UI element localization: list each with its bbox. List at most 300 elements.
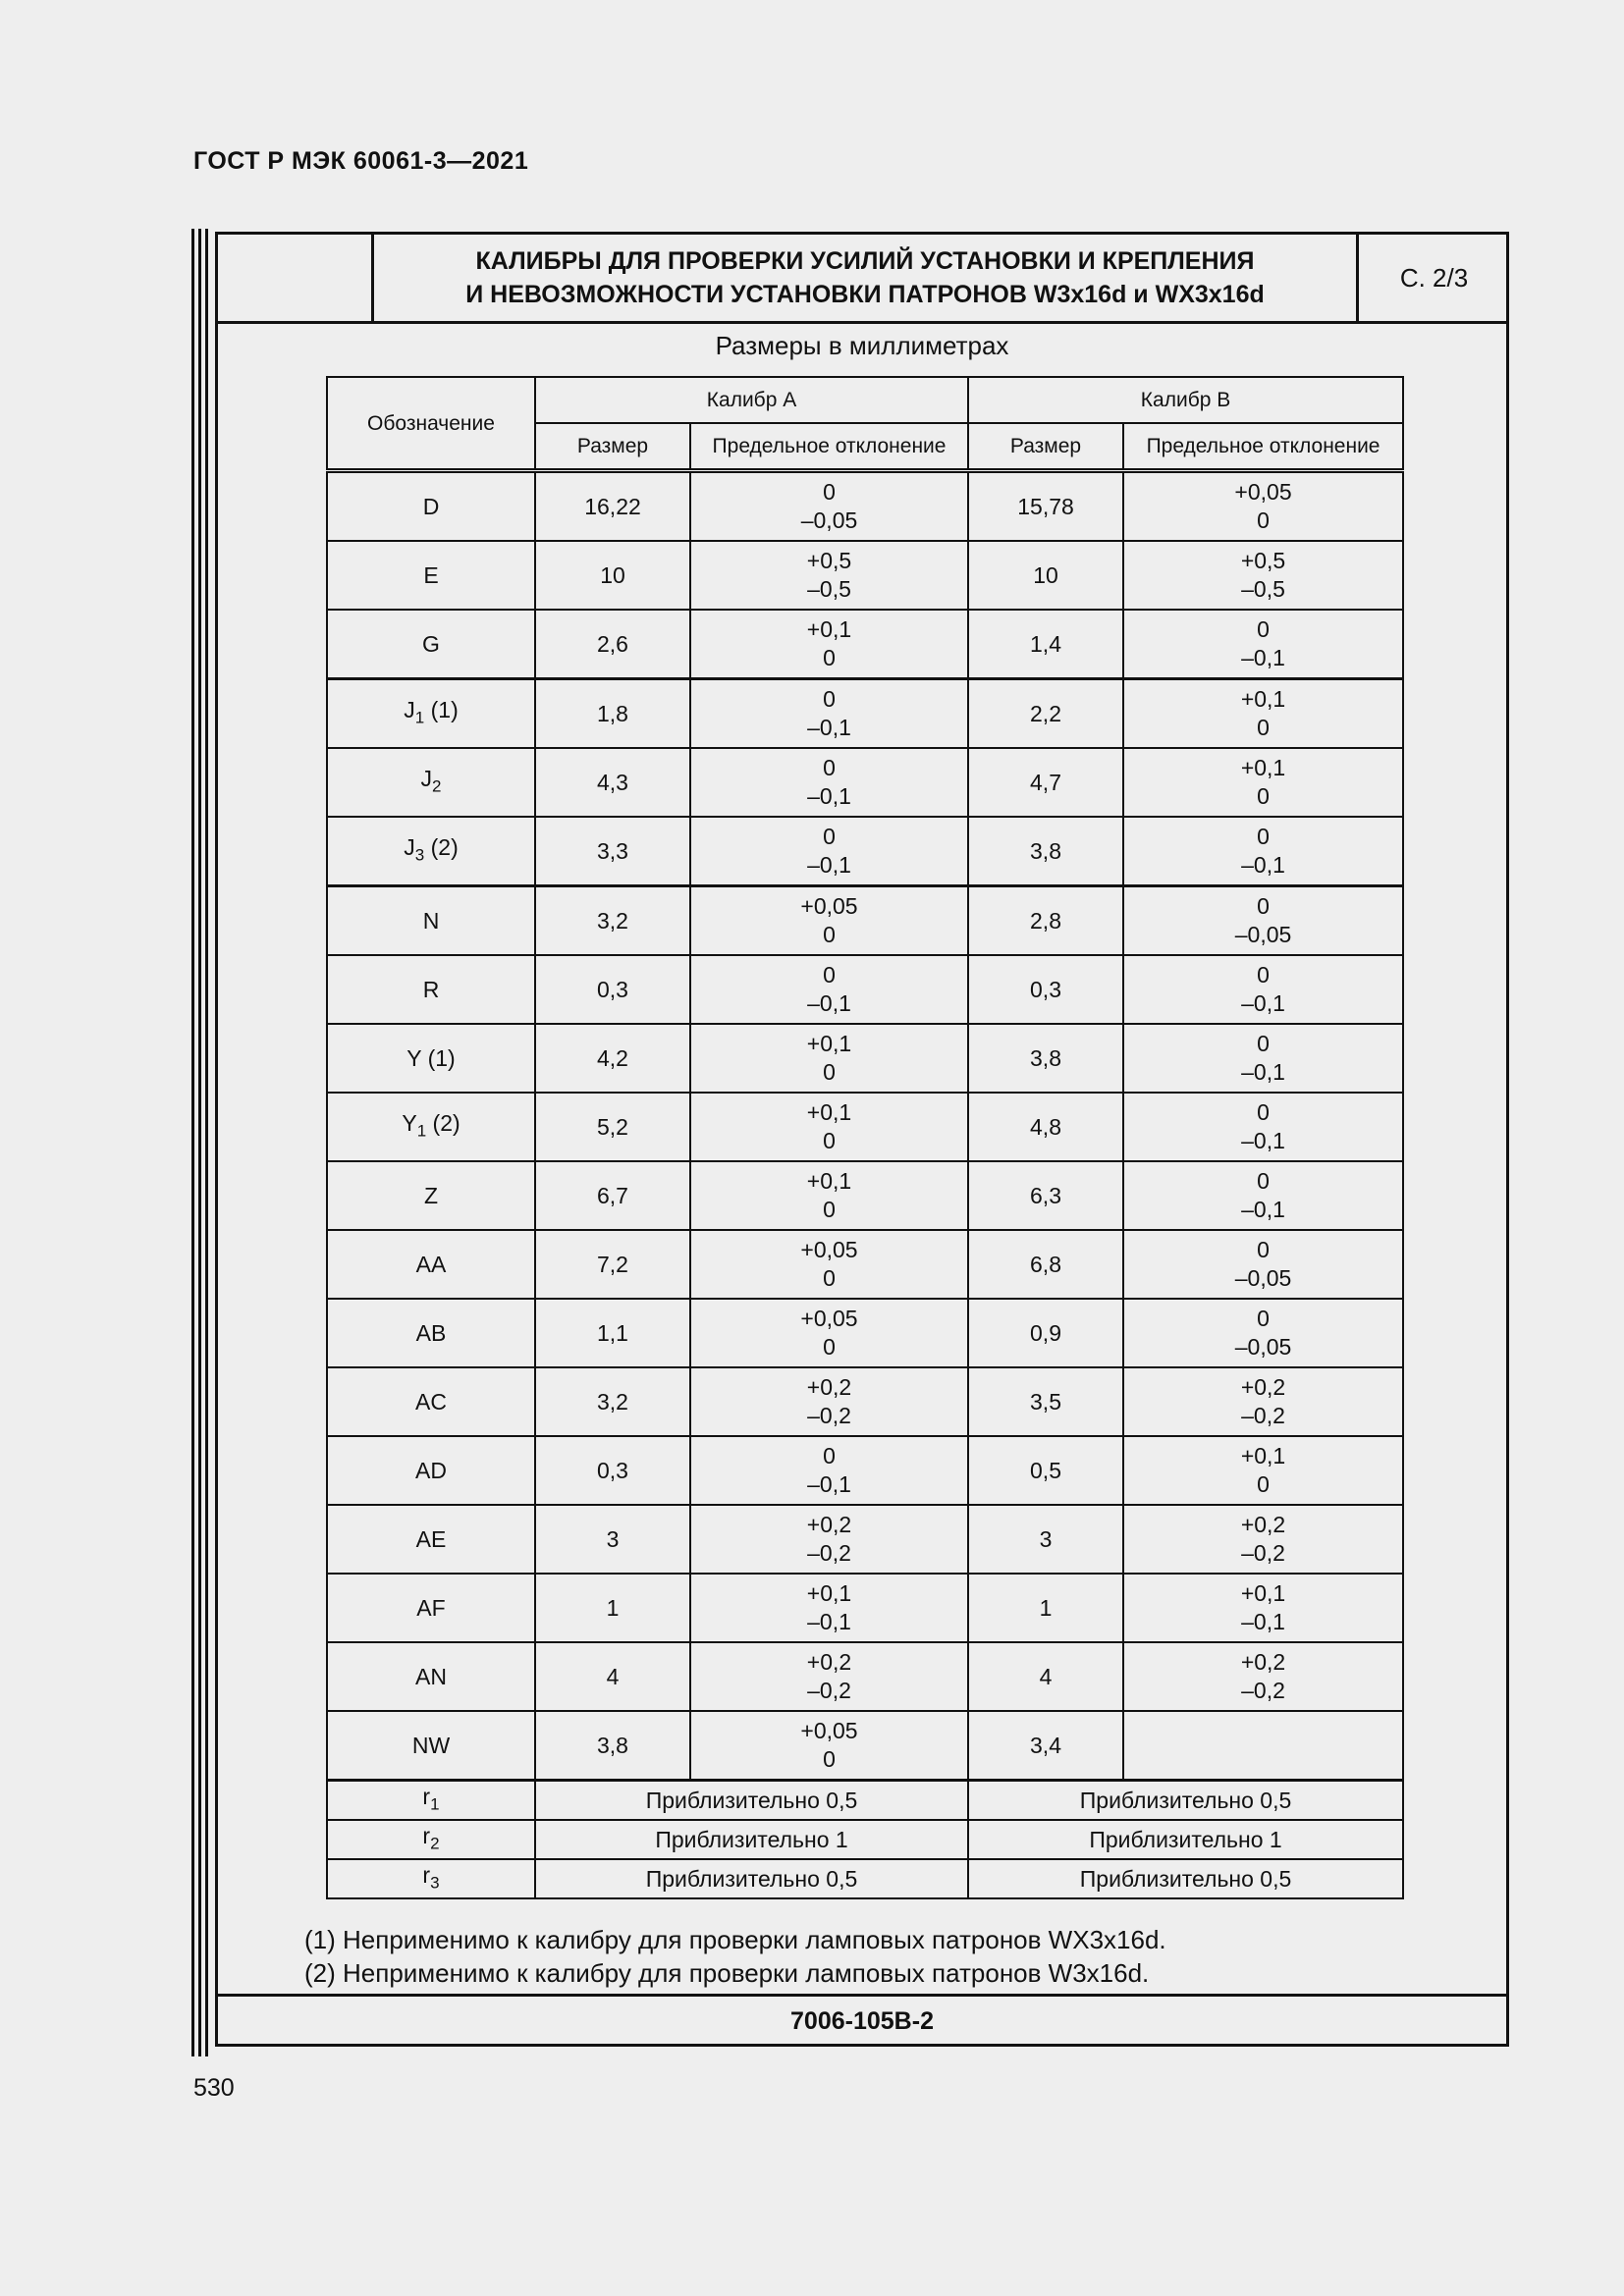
size-a-cell <box>535 1161 690 1230</box>
designation-letter: D <box>422 493 440 519</box>
tolerance-a-cell <box>690 955 968 1024</box>
designation-note: (2) <box>424 833 459 860</box>
size-a-cell <box>535 679 690 749</box>
tolerance-b-cell <box>1123 1093 1403 1161</box>
table-row <box>327 748 1403 817</box>
designation-letter: J <box>404 833 415 860</box>
size-b-cell-value: 3 <box>1039 1525 1053 1552</box>
tolerance-a-cell <box>690 748 968 817</box>
designation-cell <box>327 1024 535 1093</box>
size-a-cell-value: 3,2 <box>597 907 628 934</box>
size-a-cell <box>535 1367 690 1436</box>
tolerance-b-cell-value: –0,1 <box>1241 1609 1285 1634</box>
tolerance-a-cell-value: 0 <box>823 922 836 947</box>
tolerance-a-cell-value: +0,5 <box>806 548 852 573</box>
size-a-cell <box>535 1093 690 1161</box>
tolerance-a-cell-value: 0 <box>823 755 836 780</box>
size-b-cell <box>968 748 1123 817</box>
table-row <box>327 817 1403 886</box>
size-b-cell-value: 6,3 <box>1030 1182 1061 1208</box>
table-row <box>327 1093 1403 1161</box>
tolerance-b-cell <box>1123 610 1403 679</box>
tolerance-a-cell <box>690 610 968 679</box>
tolerance-b-cell <box>1123 1711 1403 1781</box>
tolerance-a-cell-value: –0,1 <box>807 852 851 878</box>
radius-b-cell-value: Приблизительно 1 <box>1089 1826 1282 1852</box>
size-b-cell <box>968 679 1123 749</box>
table-row <box>327 955 1403 1024</box>
tolerance-a-cell-value: –0,1 <box>807 1609 851 1634</box>
size-b-cell-value: 10 <box>1033 561 1058 588</box>
size-b-cell <box>968 1299 1123 1367</box>
size-a-cell <box>535 1642 690 1711</box>
tolerance-b-cell <box>1123 1642 1403 1711</box>
tolerance-b-cell <box>1123 1230 1403 1299</box>
size-b-cell <box>968 817 1123 886</box>
tolerance-a-cell <box>690 1024 968 1093</box>
size-b-cell-value: 15,78 <box>1017 493 1074 519</box>
margin-line <box>205 229 208 2056</box>
table-row <box>327 1024 1403 1093</box>
size-b-cell <box>968 1642 1123 1711</box>
size-a-cell-value: 0,3 <box>597 976 628 1002</box>
size-a-cell <box>535 1299 690 1367</box>
tolerance-b-cell <box>1123 955 1403 1024</box>
size-a-cell <box>535 1505 690 1574</box>
designation-letter: R <box>422 976 440 1002</box>
tolerance-a-cell-value: –0,05 <box>800 507 858 533</box>
designation-cell <box>327 1299 535 1367</box>
size-b-cell <box>968 1367 1123 1436</box>
designation-letter: r <box>422 1822 431 1848</box>
size-b-cell-value: 4,7 <box>1030 769 1061 795</box>
designation-subscript: 1 <box>430 1794 440 1814</box>
tolerance-b-cell-value: –0,2 <box>1241 1678 1285 1703</box>
designation-letter: r <box>422 1783 431 1809</box>
tolerance-b-cell-value: 0 <box>1257 616 1270 642</box>
designation-cell <box>327 1093 535 1161</box>
tolerance-a-cell <box>690 886 968 956</box>
table-row <box>327 1505 1403 1574</box>
tolerance-b-cell-value: +0,2 <box>1240 1649 1286 1675</box>
size-b-cell-value: 3,8 <box>1030 1044 1061 1071</box>
size-b-cell-value: 0,9 <box>1030 1319 1061 1346</box>
tolerance-b-cell <box>1123 679 1403 749</box>
tolerance-b-cell-value: 0 <box>1257 1168 1270 1194</box>
tolerance-a-cell <box>690 1299 968 1367</box>
size-b-cell-value: 3,8 <box>1030 837 1061 864</box>
size-a-cell-value: 16,22 <box>584 493 641 519</box>
header-designation: Обозначение <box>327 377 535 471</box>
tolerance-b-cell-value: 0 <box>1257 824 1270 849</box>
tolerance-a-cell-value: +0,1 <box>806 1580 852 1606</box>
header-size-a: Размер <box>535 423 690 471</box>
size-a-cell <box>535 886 690 956</box>
standard-number: ГОСТ Р МЭК 60061-3—2021 <box>193 147 529 175</box>
sheet-code: 7006-105В-2 <box>218 1994 1506 2047</box>
size-b-cell <box>968 1505 1123 1574</box>
units-note: Размеры в миллиметрах <box>715 331 1009 360</box>
radius-b-cell <box>968 1781 1403 1821</box>
tolerance-b-cell-value: 0 <box>1257 507 1270 533</box>
size-a-cell <box>535 1574 690 1642</box>
table-row <box>327 886 1403 956</box>
designation-cell <box>327 1574 535 1642</box>
radius-b-cell <box>968 1820 1403 1859</box>
tolerance-b-cell <box>1123 1161 1403 1230</box>
tolerance-b-cell <box>1123 817 1403 886</box>
tolerance-b-cell-value: 0 <box>1257 1031 1270 1056</box>
size-b-cell <box>968 1436 1123 1505</box>
size-b-cell <box>968 541 1123 610</box>
tolerance-b-cell-value: 0 <box>1257 783 1270 809</box>
designation-subscript: 3 <box>414 845 425 865</box>
tolerance-b-cell-value: 0 <box>1257 962 1270 988</box>
tolerance-b-cell-value: –0,1 <box>1241 1197 1285 1222</box>
size-b-cell-value: 0,5 <box>1030 1457 1061 1483</box>
size-a-cell-value: 3 <box>606 1525 620 1552</box>
tolerance-a-cell-value: 0 <box>823 1334 836 1360</box>
designation-letter: J <box>420 765 433 791</box>
tolerance-a-cell-value: +0,05 <box>800 1306 858 1331</box>
tolerance-a-cell-value: +0,2 <box>806 1512 852 1537</box>
size-b-cell <box>968 886 1123 956</box>
tolerance-b-cell-value: +0,05 <box>1234 479 1292 505</box>
tolerance-b-cell-value: –0,1 <box>1241 1128 1285 1153</box>
radius-a-cell <box>535 1859 968 1898</box>
size-a-cell-value: 1 <box>606 1594 620 1621</box>
tolerance-a-cell-value: 0 <box>823 645 836 670</box>
page-number: 530 <box>193 2074 235 2102</box>
size-a-cell-value: 4,2 <box>597 1044 628 1071</box>
tolerance-b-cell-value: –0,1 <box>1241 645 1285 670</box>
tolerance-a-cell-value: +0,05 <box>800 1718 858 1743</box>
size-a-cell-value: 1,8 <box>597 700 628 726</box>
tolerance-b-cell-value: –0,1 <box>1241 990 1285 1016</box>
size-a-cell-value: 2,6 <box>597 630 628 657</box>
table-row <box>327 610 1403 679</box>
size-a-cell-value: 3,8 <box>597 1732 628 1758</box>
margin-line <box>198 229 201 2056</box>
designation-cell <box>327 886 535 956</box>
tolerance-a-cell-value: 0 <box>823 1128 836 1153</box>
size-a-cell-value: 7,2 <box>597 1251 628 1277</box>
tolerance-a-cell <box>690 1367 968 1436</box>
tolerance-a-cell-value: +0,1 <box>806 1168 852 1194</box>
designation-cell <box>327 748 535 817</box>
designation-cell <box>327 1230 535 1299</box>
tolerance-a-cell-value: +0,2 <box>806 1649 852 1675</box>
tolerance-a-cell <box>690 1093 968 1161</box>
size-b-cell <box>968 1574 1123 1642</box>
size-a-cell-value: 6,7 <box>597 1182 628 1208</box>
size-b-cell-value: 2,2 <box>1030 700 1061 726</box>
designation-letter: AD <box>415 1457 447 1483</box>
dimensions-table <box>326 376 1404 1899</box>
size-b-cell-value: 3,5 <box>1030 1388 1061 1415</box>
tolerance-a-cell <box>690 471 968 542</box>
margin-line <box>191 229 194 2056</box>
table-row <box>327 1299 1403 1367</box>
tolerance-a-cell <box>690 1505 968 1574</box>
designation-letter: G <box>422 630 440 657</box>
size-b-cell-value: 6,8 <box>1030 1251 1061 1277</box>
tolerance-b-cell-value: –0,05 <box>1234 922 1292 947</box>
tolerance-b-cell-value: –0,1 <box>1241 852 1285 878</box>
designation-letter: J <box>404 696 415 722</box>
radius-b-cell-value: Приблизительно 0,5 <box>1079 1787 1292 1813</box>
size-a-cell-value: 4 <box>606 1663 620 1689</box>
designation-cell <box>327 1642 535 1711</box>
tolerance-a-cell-value: 0 <box>823 1059 836 1085</box>
table-row <box>327 679 1403 749</box>
tolerance-a-cell-value: 0 <box>823 962 836 988</box>
tolerance-a-cell <box>690 1436 968 1505</box>
size-b-cell-value: 1,4 <box>1030 630 1061 657</box>
sheet-title <box>374 235 1356 321</box>
size-a-cell <box>535 471 690 542</box>
footnotes <box>304 1923 1166 1990</box>
tolerance-a-cell-value: 0 <box>823 1746 836 1772</box>
designation-cell <box>327 471 535 542</box>
tolerance-a-cell-value: 0 <box>823 1197 836 1222</box>
size-b-cell <box>968 1230 1123 1299</box>
designation-letter: AC <box>415 1388 447 1415</box>
size-b-cell <box>968 471 1123 542</box>
designation-subscript: 2 <box>432 776 442 796</box>
tolerance-b-cell-value: 0 <box>1257 1306 1270 1331</box>
size-a-cell-value: 10 <box>600 561 625 588</box>
title-line-1: КАЛИБРЫ ДЛЯ ПРОВЕРКИ УСИЛИЙ УСТАНОВКИ И КРЕПЛЕНИЯ <box>475 247 1255 275</box>
tolerance-b-cell-value: –0,1 <box>1241 1059 1285 1085</box>
designation-letter: Y <box>402 1109 417 1136</box>
table-row <box>327 471 1403 542</box>
tolerance-a-cell-value: +0,1 <box>806 616 852 642</box>
tolerance-b-cell-value: 0 <box>1257 1237 1270 1262</box>
tolerance-b-cell-value: –0,05 <box>1234 1265 1292 1291</box>
designation-note: (2) <box>426 1109 460 1136</box>
tolerance-a-cell-value: –0,2 <box>807 1403 851 1428</box>
header-size-b: Размер <box>968 423 1123 471</box>
designation-subscript: 3 <box>430 1873 440 1893</box>
designation-letter: Y <box>406 1044 422 1071</box>
tolerance-b-cell-value: 0 <box>1257 1099 1270 1125</box>
tolerance-b-cell <box>1123 1024 1403 1093</box>
tolerance-a-cell-value: +0,2 <box>806 1374 852 1400</box>
tolerance-b-cell-value: –0,2 <box>1241 1540 1285 1566</box>
designation-cell <box>327 1161 535 1230</box>
size-b-cell-value: 4,8 <box>1030 1113 1061 1140</box>
tolerance-a-cell-value: +0,1 <box>806 1099 852 1125</box>
size-a-cell <box>535 1024 690 1093</box>
header-tolerance-a: Предельное отклонение <box>690 423 968 471</box>
size-b-cell <box>968 1093 1123 1161</box>
size-a-cell <box>535 1711 690 1781</box>
radius-a-cell-value: Приблизительно 0,5 <box>645 1787 858 1813</box>
radius-a-cell <box>535 1781 968 1821</box>
tolerance-a-cell-value: –0,1 <box>807 990 851 1016</box>
size-a-cell <box>535 1230 690 1299</box>
tolerance-b-cell-value: –0,05 <box>1234 1334 1292 1360</box>
tolerance-b-cell <box>1123 886 1403 956</box>
tolerance-a-cell-value: –0,1 <box>807 783 851 809</box>
tolerance-b-cell-value: –0,5 <box>1241 576 1285 602</box>
tolerance-b-cell-value: +0,1 <box>1240 1443 1286 1468</box>
footnote-2: (2) Неприменимо к калибру для проверки ламповых патронов W3x16d. <box>304 1958 1150 1988</box>
tolerance-b-cell <box>1123 748 1403 817</box>
designation-cell <box>327 679 535 749</box>
designation-letter: E <box>423 561 439 588</box>
radius-row <box>327 1859 1403 1898</box>
tolerance-a-cell-value: –0,1 <box>807 715 851 740</box>
tolerance-b-cell-value: 0 <box>1257 715 1270 740</box>
size-b-cell-value: 1 <box>1039 1594 1053 1621</box>
tolerance-b-cell-value: 0 <box>1257 1471 1270 1497</box>
size-b-cell-value: 4 <box>1039 1663 1053 1689</box>
designation-cell <box>327 541 535 610</box>
designation-note: (1) <box>424 696 459 722</box>
table-row <box>327 1574 1403 1642</box>
size-a-cell <box>535 1436 690 1505</box>
tolerance-a-cell <box>690 541 968 610</box>
size-b-cell <box>968 1711 1123 1781</box>
tolerance-a-cell <box>690 1642 968 1711</box>
tolerance-a-cell-value: –0,5 <box>807 576 851 602</box>
header-caliber-a: Калибр А <box>535 377 968 423</box>
size-b-cell-value: 0,3 <box>1030 976 1061 1002</box>
tolerance-b-cell-value: +0,5 <box>1240 548 1286 573</box>
radius-a-cell-value: Приблизительно 0,5 <box>645 1865 858 1892</box>
sheet-header <box>218 235 1506 324</box>
size-a-cell-value: 0,3 <box>597 1457 628 1483</box>
size-a-cell <box>535 817 690 886</box>
radius-a-cell-value: Приблизительно 1 <box>655 1826 848 1852</box>
size-a-cell-value: 3,2 <box>597 1388 628 1415</box>
designation-subscript: 1 <box>414 708 425 727</box>
designation-subscript: 2 <box>430 1834 440 1853</box>
tolerance-a-cell <box>690 1574 968 1642</box>
designation-cell <box>327 1367 535 1436</box>
header-tolerance-b: Предельное отклонение <box>1123 423 1403 471</box>
tolerance-a-cell <box>690 1161 968 1230</box>
tolerance-b-cell-value: +0,2 <box>1240 1374 1286 1400</box>
footnote-1: (1) Неприменимо к калибру для проверки ламповых патронов WX3x16d. <box>304 1925 1166 1954</box>
tolerance-a-cell <box>690 679 968 749</box>
size-a-cell <box>535 748 690 817</box>
radius-row <box>327 1781 1403 1821</box>
designation-note: (1) <box>421 1044 456 1071</box>
tolerance-b-cell <box>1123 1299 1403 1367</box>
table-row <box>327 1436 1403 1505</box>
size-a-cell-value: 5,2 <box>597 1113 628 1140</box>
designation-subscript: 1 <box>416 1121 427 1141</box>
designation-letter: r <box>422 1861 431 1888</box>
designation-letter: AE <box>415 1525 447 1552</box>
title-line-2: И НЕВОЗМОЖНОСТИ УСТАНОВКИ ПАТРОНОВ W3x16d и WX3x16d <box>465 281 1265 308</box>
table-row <box>327 1161 1403 1230</box>
tolerance-a-cell-value: +0,05 <box>800 893 858 919</box>
tolerance-b-cell-value: –0,2 <box>1241 1403 1285 1428</box>
size-b-cell <box>968 1161 1123 1230</box>
table-header-row <box>327 377 1403 423</box>
tolerance-b-cell <box>1123 471 1403 542</box>
tolerance-a-cell-value: +0,1 <box>806 1031 852 1056</box>
size-a-cell-value: 1,1 <box>597 1319 628 1346</box>
size-b-cell-value: 3,4 <box>1030 1732 1061 1758</box>
designation-cell <box>327 817 535 886</box>
tolerance-a-cell-value: 0 <box>823 1443 836 1468</box>
tolerance-b-cell <box>1123 1574 1403 1642</box>
tolerance-a-cell <box>690 1711 968 1781</box>
table-row <box>327 1642 1403 1711</box>
size-a-cell <box>535 541 690 610</box>
designation-letter: Z <box>423 1182 439 1208</box>
sheet-page-ref: С. 2/3 <box>1356 235 1509 321</box>
designation-letter: NW <box>411 1732 451 1758</box>
designation-letter: AB <box>415 1319 447 1346</box>
designation-cell <box>327 1711 535 1781</box>
tolerance-b-cell-value: +0,1 <box>1240 1580 1286 1606</box>
table-row <box>327 1230 1403 1299</box>
size-a-cell <box>535 955 690 1024</box>
tolerance-b-cell-value: +0,1 <box>1240 755 1286 780</box>
header-caliber-b: Калибр В <box>968 377 1403 423</box>
radius-row <box>327 1820 1403 1859</box>
tolerance-b-cell <box>1123 1505 1403 1574</box>
tolerance-b-cell <box>1123 1367 1403 1436</box>
size-b-cell-value: 2,8 <box>1030 907 1061 934</box>
tolerance-a-cell-value: –0,2 <box>807 1678 851 1703</box>
size-a-cell <box>535 610 690 679</box>
radius-b-cell <box>968 1859 1403 1898</box>
size-a-cell-value: 4,3 <box>597 769 628 795</box>
tolerance-a-cell-value: –0,2 <box>807 1540 851 1566</box>
table-row <box>327 1367 1403 1436</box>
size-b-cell <box>968 955 1123 1024</box>
tolerance-a-cell-value: +0,05 <box>800 1237 858 1262</box>
size-b-cell <box>968 610 1123 679</box>
tolerance-b-cell <box>1123 541 1403 610</box>
tolerance-a-cell <box>690 817 968 886</box>
designation-cell <box>327 1781 535 1821</box>
designation-cell <box>327 1505 535 1574</box>
radius-a-cell <box>535 1820 968 1859</box>
tolerance-a-cell-value: 0 <box>823 479 836 505</box>
designation-letter: AA <box>415 1251 447 1277</box>
size-a-cell-value: 3,3 <box>597 837 628 864</box>
header-blank-cell <box>218 235 374 321</box>
tolerance-a-cell-value: 0 <box>823 824 836 849</box>
tolerance-a-cell-value: 0 <box>823 1265 836 1291</box>
designation-cell <box>327 610 535 679</box>
table-row <box>327 1711 1403 1781</box>
tolerance-a-cell <box>690 1230 968 1299</box>
tolerance-b-cell-value: +0,1 <box>1240 686 1286 712</box>
radius-b-cell-value: Приблизительно 0,5 <box>1079 1865 1292 1892</box>
designation-letter: AN <box>415 1663 447 1689</box>
designation-cell <box>327 1859 535 1898</box>
sheet-frame <box>215 232 1509 2047</box>
tolerance-a-cell-value: –0,1 <box>807 1471 851 1497</box>
table-row <box>327 541 1403 610</box>
designation-letter: N <box>422 907 440 934</box>
tolerance-b-cell <box>1123 1436 1403 1505</box>
size-b-cell <box>968 1024 1123 1093</box>
tolerance-b-cell-value: 0 <box>1257 893 1270 919</box>
designation-cell <box>327 1436 535 1505</box>
designation-cell <box>327 955 535 1024</box>
designation-letter: AF <box>416 1594 446 1621</box>
